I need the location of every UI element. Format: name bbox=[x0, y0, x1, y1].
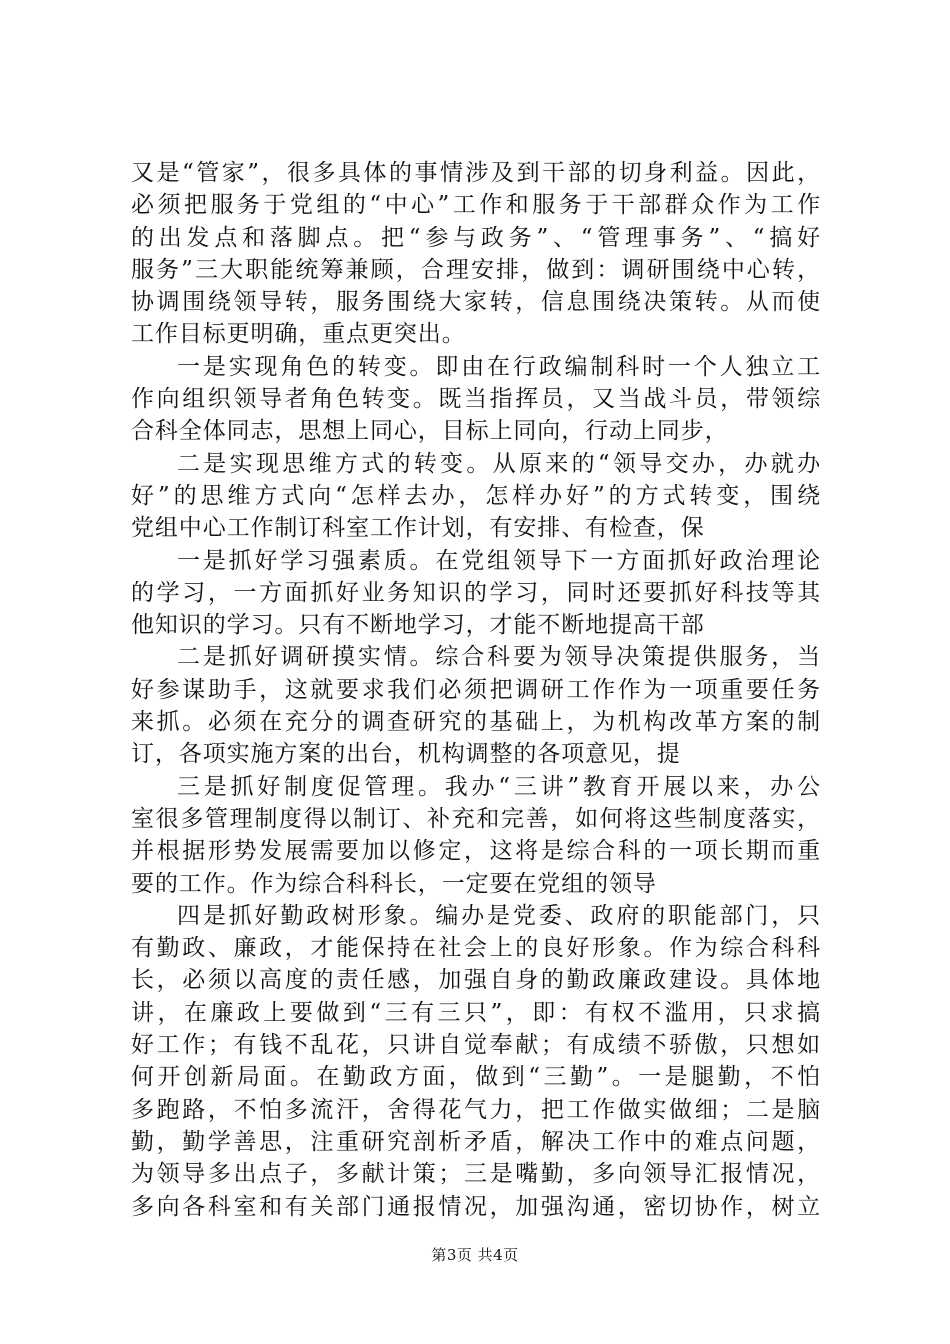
text-line: 服务”三大职能统筹兼顾，合理安排，做到：调研围绕中心转， bbox=[131, 256, 821, 283]
text-line: 合科全体同志，思想上同心，目标上同向，行动上同步， bbox=[131, 418, 729, 445]
text-line: 为领导多出点子，多献计策；三是嘴勤，多向领导汇报情况， bbox=[131, 1161, 821, 1188]
text-line: 多向各科室和有关部门通报情况，加强沟通，密切协作，树立 bbox=[131, 1193, 821, 1220]
text-line: 的学习，一方面抓好业务知识的学习，同时还要抓好科技等其 bbox=[131, 579, 821, 606]
text-line: 作向组织领导者角色转变。既当指挥员，又当战斗员，带领综 bbox=[131, 386, 821, 413]
text-line: 室很多管理制度得以制订、补充和完善，如何将这些制度落实， bbox=[131, 805, 821, 832]
text-line: 来抓。必须在充分的调查研究的基础上，为机构改革方案的制 bbox=[131, 709, 821, 736]
text-line: 勤，勤学善思，注重研究剖析矛盾，解决工作中的难点问题， bbox=[131, 1128, 821, 1155]
page-number-footer: 第3页 共4页 bbox=[431, 1246, 519, 1264]
text-line: 何开创新局面。在勤政方面，做到“三勤”。一是腿勤，不怕 bbox=[131, 1064, 821, 1091]
text-line: 三是抓好制度促管理。我办“三讲”教育开展以来，办公 bbox=[177, 773, 821, 800]
text-line: 要的工作。作为综合科科长，一定要在党组的领导 bbox=[131, 870, 657, 897]
text-line: 一是抓好学习强素质。在党组领导下一方面抓好政治理论 bbox=[177, 547, 821, 574]
text-line: 四是抓好勤政树形象。编办是党委、政府的职能部门，只 bbox=[177, 902, 821, 929]
text-line: 好参谋助手，这就要求我们必须把调研工作作为一项重要任务 bbox=[131, 676, 821, 703]
text-line: 订，各项实施方案的出台，机构调整的各项意见，提 bbox=[131, 741, 681, 768]
text-line: 好”的思维方式向“怎样去办，怎样办好”的方式转变，围绕 bbox=[131, 482, 821, 509]
text-line: 协调围绕领导转，服务围绕大家转，信息围绕决策转。从而使 bbox=[131, 289, 821, 316]
text-line: 工作目标更明确，重点更突出。 bbox=[131, 321, 466, 348]
text-line: 他知识的学习。只有不断地学习，才能不断地提高干部 bbox=[131, 612, 705, 639]
text-line: 好工作；有钱不乱花，只讲自觉奉献；有成绩不骄傲，只想如 bbox=[131, 1032, 821, 1059]
text-line: 二是抓好调研摸实情。综合科要为领导决策提供服务，当 bbox=[177, 644, 821, 671]
text-line: 的出发点和落脚点。把“参与政务”、“管理事务”、“搞好 bbox=[131, 224, 821, 251]
text-line: 多跑路，不怕多流汗，舍得花气力，把工作做实做细；二是脑 bbox=[131, 1096, 821, 1123]
text-line: 二是实现思维方式的转变。从原来的“领导交办，办就办 bbox=[177, 450, 821, 477]
text-line: 一是实现角色的转变。即由在行政编制科时一个人独立工 bbox=[177, 353, 821, 380]
text-line: 党组中心工作制订科室工作计划，有安排、有检查，保 bbox=[131, 515, 705, 542]
text-line: 有勤政、廉政，才能保持在社会上的良好形象。作为综合科科 bbox=[131, 935, 821, 962]
document-body bbox=[131, 157, 821, 1223]
text-line: 讲，在廉政上要做到“三有三只”，即：有权不滥用，只求搞 bbox=[131, 999, 821, 1026]
text-line: 并根据形势发展需要加以修定，这将是综合科的一项长期而重 bbox=[131, 838, 821, 865]
text-line: 长，必须以高度的责任感，加强自身的勤政廉政建设。具体地 bbox=[131, 967, 821, 994]
text-line: 必须把服务于党组的“中心”工作和服务于干部群众作为工作 bbox=[131, 192, 821, 219]
text-line: 又是“管家”，很多具体的事情涉及到干部的切身利益。因此， bbox=[131, 160, 821, 186]
